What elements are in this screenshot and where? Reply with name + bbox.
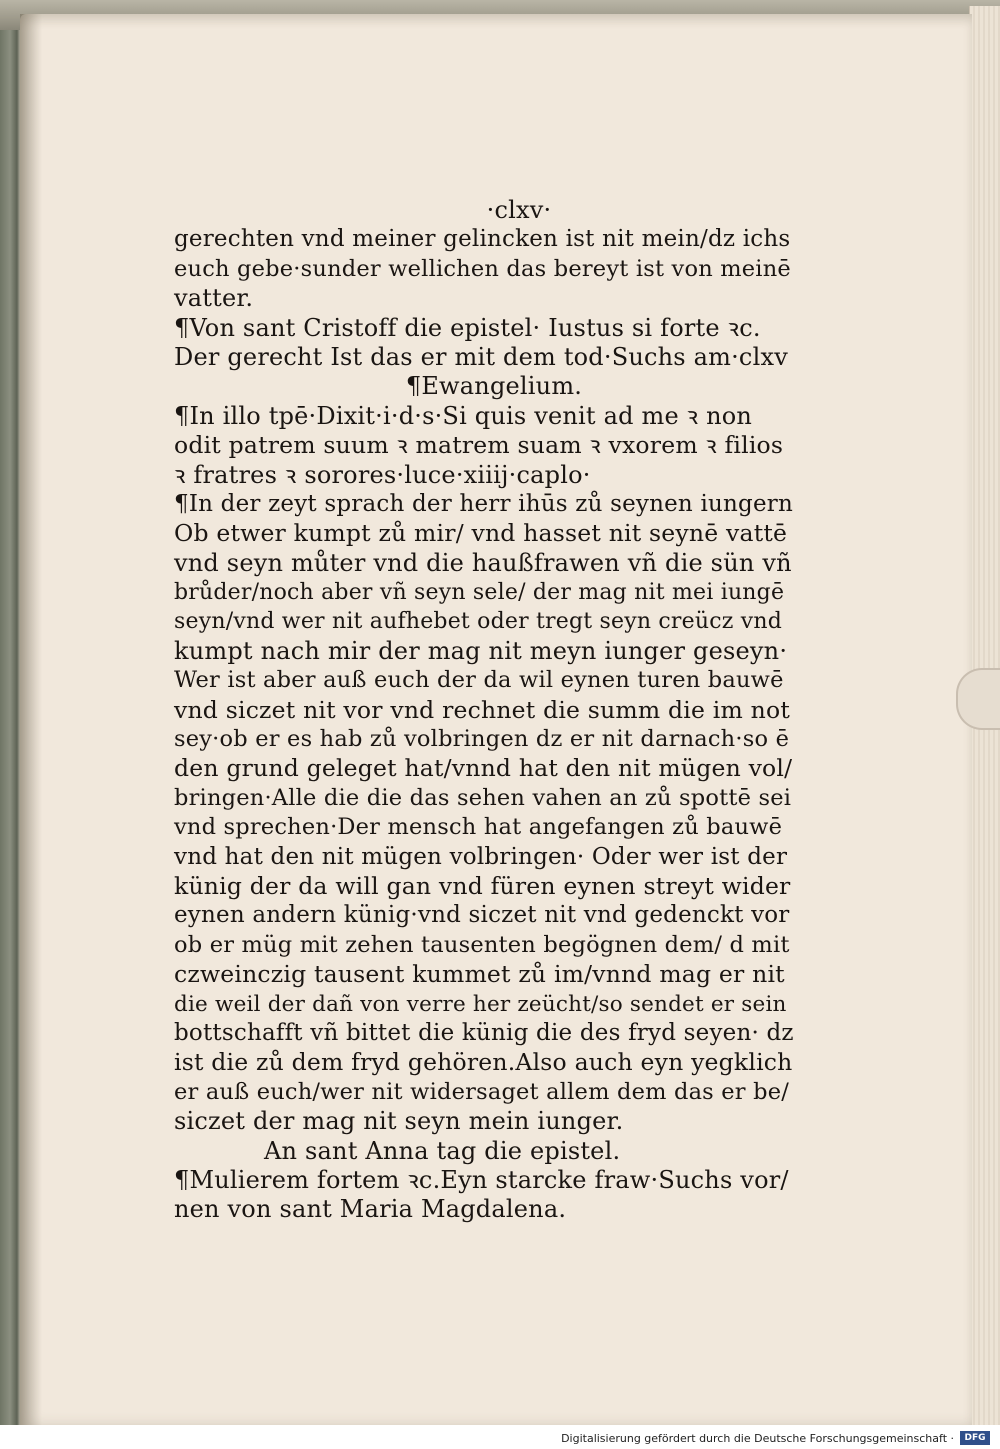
text-line: die weil der dañ von verre her zeücht/so sendet er sein — [174, 991, 787, 1017]
footer-bar — [0, 1425, 1000, 1449]
text-line: kumpt nach mir der mag nit meyn iunger geseyn· — [174, 636, 788, 665]
text-line: ¶In der zeyt sprach der herr ihūs zů seynen iungern — [174, 490, 793, 517]
dfg-logo: DFG — [960, 1431, 990, 1445]
text-line: eynen andern künig·vnd siczet nit vnd gedenckt vor — [174, 902, 790, 929]
text-line: siczet der mag nit seyn mein iunger. — [174, 1107, 624, 1136]
heading-line: ¶Von sant Cristoff die epistel· Iustus si forte ꝛc. — [174, 313, 761, 342]
text-line: bottschafft vñ bittet die künig die des fryd seyen· dz — [174, 1019, 794, 1046]
printed-text-block — [174, 196, 794, 1225]
text-line: Wer ist aber auß euch der da wil eynen turen bauwē — [174, 667, 784, 694]
text-line: Der gerecht Ist das er mit dem tod·Suchs am·clxv — [174, 342, 788, 371]
page-clip — [956, 668, 1000, 730]
text-line: ¶In illo tpē·Dixit·i·d·s·Si quis venit ad me ꝛ non — [174, 401, 753, 430]
text-line: ¶Mulierem fortem ꝛc.Eyn starcke fraw·Suchs vor/ — [174, 1165, 789, 1194]
text-line: er auß euch/wer nit widersaget allem dem das er be/ — [174, 1078, 790, 1105]
section-heading: ¶Ewangelium. — [405, 372, 583, 401]
text-line: odit patrem suum ꝛ matrem suam ꝛ vxorem ꝛ filios — [174, 431, 784, 460]
text-line: czweinczig tausent kummet zů im/vnnd mag er nit — [174, 960, 785, 989]
heading-line: An sant Anna tag die epistel. — [264, 1136, 621, 1165]
text-line: sey·ob er es hab zů volbringen dz er nit darnach·so ē — [174, 726, 790, 753]
folio-number: ·clxv· — [486, 196, 552, 224]
text-line: den grund geleget hat/vnnd hat den nit mügen vol/ — [174, 754, 793, 783]
text-line: brůder/noch aber vñ seyn sele/ der mag nit mei iungē — [174, 580, 785, 606]
text-line: seyn/vnd wer nit aufhebet oder tregt seyn creücz vnd — [174, 609, 783, 635]
text-line: nen von sant Maria Magdalena. — [174, 1195, 567, 1224]
text-line: ob er müg mit zehen tausenten begögnen dem/ d mit — [174, 931, 790, 958]
text-line: vnd siczet nit vor vnd rechnet die summ die im not — [174, 695, 790, 724]
funding-credit: Digitalisierung gefördert durch die Deutsche Forschungsgemeinschaft · — [561, 1432, 954, 1445]
text-line: vnd sprechen·Der mensch hat angefangen zů bauwē — [174, 814, 783, 841]
text-line: Ob etwer kumpt zů mir/ vnd hasset nit seynē vattē — [174, 519, 788, 548]
gutter-shadow — [20, 14, 42, 1426]
text-line: bringen·Alle die die das sehen vahen an zů spottē sei — [174, 784, 792, 811]
text-line: vatter. — [174, 284, 254, 313]
text-line: künig der da will gan vnd füren eynen streyt wider — [174, 871, 791, 900]
text-line: vnd seyn můter vnd die haußfrawen vñ die sün vñ — [174, 548, 792, 577]
text-line: gerechten vnd meiner gelincken ist nit mein/dz ichs — [174, 226, 791, 253]
text-line: euch gebe·sunder wellichen das bereyt ist von meinē — [174, 255, 791, 282]
text-line: ꝛ fratres ꝛ sorores·luce·xiiij·caplo· — [174, 460, 591, 489]
text-line: vnd hat den nit mügen volbringen· Oder wer ist der — [174, 843, 788, 870]
text-line: ist die zů dem fryd gehören.Also auch eyn yegklich — [174, 1048, 793, 1077]
